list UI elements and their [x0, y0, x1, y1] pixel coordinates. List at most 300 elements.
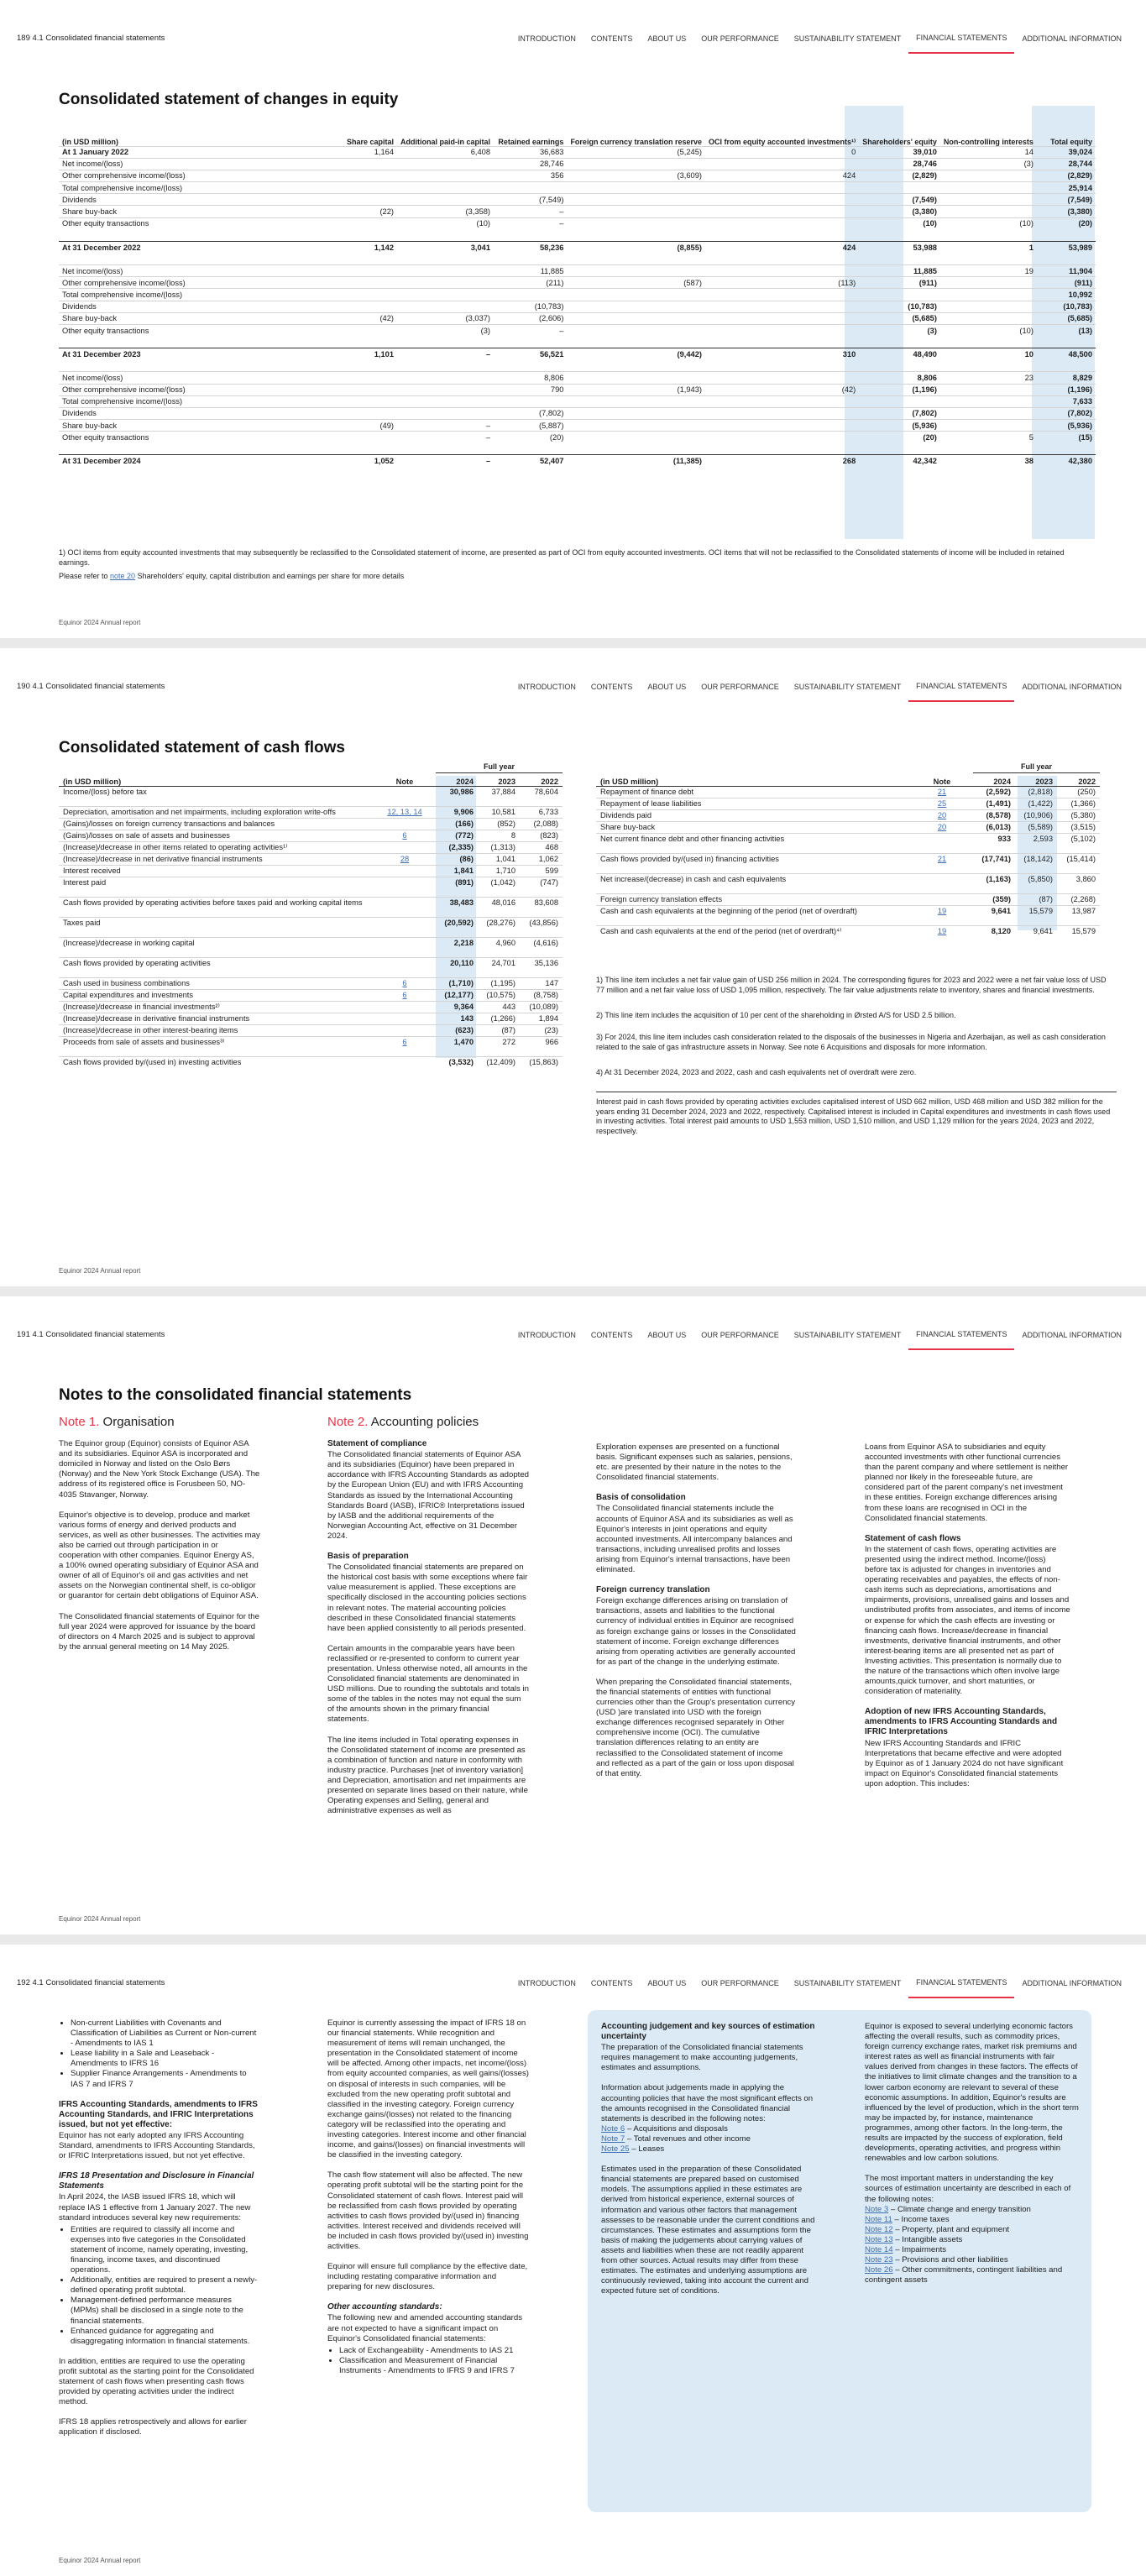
note-reference [601, 2124, 815, 2134]
paragraph: The cash flow statement will also be affected. The new operating profit subtotal will be the starting point for the Consolidated statement of cash flows. Interest paid will be reclassified from cash flows provided by operating activities to cash flows provided by/(used in) financing activities. Interest received and dividends received will be included in cash flows provided by/(used in) investing activities. [327, 2170, 529, 2251]
nav-financial-statements[interactable]: FINANCIAL STATEMENTS [908, 1320, 1014, 1350]
cell [397, 277, 494, 289]
row-label: Other comprehensive income/(loss) [59, 384, 323, 395]
cell: 15,579 [1057, 925, 1100, 937]
cell: 35,136 [520, 957, 563, 969]
table-row [59, 1056, 563, 1068]
spacer-cell [323, 337, 397, 348]
spacer-cell [59, 360, 323, 372]
row-label: Capital expenditures and investments [59, 989, 374, 1001]
note-link[interactable]: 19 [911, 905, 973, 917]
row-label: (Increase)/decrease in working capital [59, 937, 374, 949]
equity-table [59, 111, 1096, 467]
cell: 58,236 [494, 241, 567, 253]
spacer-cell [478, 908, 520, 917]
cell: (5,936) [1037, 420, 1096, 432]
note-cell [374, 877, 436, 888]
cell: (7,549) [859, 194, 940, 206]
table-row [59, 1036, 563, 1048]
row-label: Income/(loss) before tax [59, 786, 374, 798]
year-header: 2022 [1057, 772, 1100, 786]
nav-about-us[interactable]: ABOUT US [647, 1331, 687, 1339]
spacer-cell [911, 845, 973, 853]
spacer-cell [567, 443, 705, 455]
cell: 38 [940, 455, 1037, 467]
note-reference-text: – Climate change and energy transition [888, 2204, 1031, 2214]
list-item: • Supplier Finance Arrangements - Amendments to IAS 7 and IFRS 7 [71, 2069, 260, 2089]
note-cell [374, 818, 436, 830]
row-label: Other equity transactions [59, 432, 323, 443]
nav-about-us[interactable]: ABOUT US [647, 1979, 687, 1987]
nav-financial-statements[interactable]: FINANCIAL STATEMENTS [908, 1968, 1014, 1998]
cell: (823) [520, 830, 563, 841]
note-link[interactable]: 21 [911, 853, 973, 865]
cell: (1,195) [478, 977, 520, 989]
note-number: Note 1. [59, 1415, 100, 1429]
paragraph: In April 2024, the IASB issued IFRS 18, which will replace IAS 1 effective from 1 January 2027. The new standard introduces several key new requirements: [59, 2192, 251, 2223]
cell: (3,515) [1057, 821, 1100, 833]
cash-footnote-2: 2) This line item includes the acquisition of 10 per cent of the shareholding in Ørsted A/S for USD 2.5 billion. [596, 1011, 956, 1019]
row-label: (Increase)/decrease in net derivative financial instruments [59, 853, 374, 865]
cash-footnote-3: 3) For 2024, this line item includes cash consideration related to the disposals of the businesses in Nigeria and Azerbaijan, as well as cash consideration related to the sale of gas infrastructure assets in Norway. See note 6 Acquisitions and disposals for more information. [596, 1033, 1106, 1051]
cell: 28,746 [494, 158, 567, 170]
cell: (5,245) [567, 146, 705, 158]
cell: (7,549) [494, 194, 567, 206]
row-label: Cash flows provided by operating activities [59, 957, 374, 969]
footnote-text: Please refer to [59, 572, 111, 580]
row-label: Net income/(loss) [59, 158, 323, 170]
spacer-cell [374, 1048, 436, 1056]
note-link[interactable]: 6 [374, 830, 436, 841]
column-header: OCI from equity accounted investments¹⁾ [709, 137, 856, 146]
table-row [59, 265, 1096, 277]
spacer-cell [973, 917, 1015, 925]
row-label: At 31 December 2022 [59, 241, 323, 253]
nav-our-performance[interactable]: OUR PERFORMANCE [701, 683, 779, 691]
cell [705, 182, 859, 194]
note-reference [601, 2134, 815, 2144]
note-cell [374, 897, 436, 908]
list-item: • Classification and Measurement of Financial Instruments - Amendments to IFRS 9 and IFRS 7 [339, 2356, 529, 2376]
note-cell [374, 841, 436, 853]
cell: (17,741) [973, 853, 1015, 865]
spacer-cell [494, 229, 567, 241]
cell: (18,142) [1015, 853, 1057, 865]
cell [705, 265, 859, 277]
page-footer: Equinor 2024 Annual report [59, 1267, 141, 1275]
nav-about-us[interactable]: ABOUT US [647, 34, 687, 43]
cell: (10,783) [1037, 301, 1096, 312]
nav-financial-statements[interactable]: FINANCIAL STATEMENTS [908, 24, 1014, 54]
table-row [596, 925, 1100, 937]
cell: (86) [436, 853, 478, 865]
cell: 37,884 [478, 786, 520, 798]
cell: (3,532) [436, 1056, 478, 1068]
nav-introduction[interactable]: INTRODUCTION [517, 1331, 576, 1339]
cell: (87) [478, 1024, 520, 1036]
spacer-cell [1037, 229, 1096, 241]
table-row [59, 853, 563, 865]
cell: (7,549) [1037, 194, 1096, 206]
cell [323, 384, 397, 395]
table-row [59, 1001, 563, 1013]
section-heading: IFRS 18 Presentation and Disclosure in Financial Statements [59, 2171, 254, 2191]
note-link[interactable]: Note 23 [865, 2255, 893, 2265]
cell: (5,685) [1037, 312, 1096, 324]
spacer-cell [59, 888, 374, 897]
column-header: Shareholders' equity [862, 137, 937, 146]
spacer-cell [1057, 917, 1100, 925]
spacer-cell [323, 229, 397, 241]
cell [705, 194, 859, 206]
top-nav [510, 1320, 1129, 1350]
cell: (359) [973, 893, 1015, 905]
nav-additional-information[interactable]: ADDITIONAL INFORMATION [1022, 683, 1122, 691]
spacer-row [596, 845, 1100, 853]
cell [397, 301, 494, 312]
nav-contents[interactable]: CONTENTS [590, 1979, 633, 1987]
paragraph: Equinor has not early adopted any IFRS Accounting Standard, amendments to IFRS Accounting Standards, or IFRIC Interpretations issued, but not yet effective. [59, 2130, 255, 2161]
page-label: 189 4.1 Consolidated financial statements [17, 34, 165, 43]
cell: (2,818) [1015, 786, 1057, 798]
spacer-row [59, 908, 563, 917]
row-label: (Increase)/decrease in other interest-bearing items [59, 1024, 374, 1036]
spacer-cell [59, 929, 374, 937]
cell [397, 194, 494, 206]
spacer-cell [59, 761, 374, 772]
row-label: Other equity transactions [59, 217, 323, 229]
cell: (250) [1057, 786, 1100, 798]
row-label: Other comprehensive income/(loss) [59, 170, 323, 181]
row-label: Depreciation, amortisation and net impairments, including exploration write-offs [59, 806, 374, 818]
table-row [59, 324, 1096, 336]
cell: (891) [436, 877, 478, 888]
spacer-cell [859, 254, 940, 265]
nav-introduction[interactable]: INTRODUCTION [517, 34, 576, 43]
cell: 9,906 [436, 806, 478, 818]
table-row [59, 977, 563, 989]
table-row [59, 182, 1096, 194]
spacer-row [59, 969, 563, 977]
row-label: Other comprehensive income/(loss) [59, 277, 323, 289]
spacer-cell [520, 1048, 563, 1056]
note-link[interactable]: 6 [374, 977, 436, 989]
spacer-cell [374, 949, 436, 957]
cell [397, 372, 494, 384]
note-cell [374, 865, 436, 877]
cell: 7,633 [1037, 395, 1096, 407]
paragraph: Loans from Equinor ASA to subsidiaries and equity accounted investments with other functional currencies than the parent company and where settlement is neither planned nor likely in the foreseeable future, are considered part of the parent company's net investment in these entities. Foreign exchange differences arising from these loans are recognised in OCI in the Consolidated financial statements. [865, 1442, 1069, 1523]
cell: (42) [705, 384, 859, 395]
row-label: (Increase)/decrease in derivative financial instruments [59, 1013, 374, 1024]
row-label: Total comprehensive income/(loss) [59, 395, 323, 407]
cell: 0 [705, 146, 859, 158]
cell: 8,829 [1037, 372, 1096, 384]
note-reference-text: – Impairments [892, 2244, 947, 2254]
page-footer: Equinor 2024 Annual report [59, 1915, 141, 1923]
nav-additional-information[interactable]: ADDITIONAL INFORMATION [1022, 1331, 1122, 1339]
spacer-cell [596, 761, 911, 772]
cell [323, 432, 397, 443]
box-column-1 [601, 2022, 815, 2306]
note-link[interactable]: 25 [911, 798, 973, 809]
note-cell [374, 917, 436, 929]
note-link[interactable]: 20 [911, 821, 973, 833]
row-label: Cash flows provided by operating activities before taxes paid and working capital items [59, 897, 374, 908]
spacer-cell [478, 1048, 520, 1056]
cell: (2,606) [494, 312, 567, 324]
bullet-list [327, 2346, 529, 2376]
list-item: • Management-defined performance measures (MPMs) shall be disclosed in a single note to the financial statements. [71, 2296, 260, 2326]
cell [323, 407, 397, 419]
row-label: (Gains)/losses on sale of assets and businesses [59, 830, 374, 841]
note-link[interactable]: 21 [911, 786, 973, 798]
top-nav [510, 24, 1129, 54]
spacer-cell [494, 443, 567, 455]
nav-contents[interactable]: CONTENTS [590, 34, 633, 43]
spacer-cell [323, 254, 397, 265]
note-link[interactable]: 19 [911, 925, 973, 937]
paragraph: IFRS 18 applies retrospectively and allows for earlier application if disclosed. [59, 2417, 247, 2437]
cell: 1,101 [323, 348, 397, 360]
cell: (911) [1037, 277, 1096, 289]
column-header: Non-controlling interests [943, 137, 1033, 146]
section-heading: Statement of cash flows [865, 1533, 961, 1543]
cell: 424 [705, 170, 859, 181]
cell [567, 407, 705, 419]
spacer-cell [59, 1048, 374, 1056]
page-footer: Equinor 2024 Annual report [59, 2557, 141, 2564]
note-link[interactable]: 6 [374, 1036, 436, 1048]
note-20-link[interactable]: note 20 [110, 572, 136, 580]
cell [397, 289, 494, 301]
section-heading: Statement of compliance [327, 1439, 427, 1449]
nav-sustainability-statement[interactable]: SUSTAINABILITY STATEMENT [793, 1331, 902, 1339]
paragraph: Equinor is exposed to several underlying economic factors affecting the overall results, such as commodity prices, foreign currency exchange rates, market risk premiums and interest rates as well as financial instruments with fair values derived from changes in these factors. The effects of the initiatives to limit climate changes and the transition to a lower carbon economy are relevant to several of these economic assumptions. In addition, Equinor's results are influenced by the level of production, which in the short term may be impacted by, for instance, maintenance programmes, among other factors. In the long-term, the results are impacted by the success of exploration, field developments, operating activities, and progress within renewables and low carbon solutions. [865, 2022, 1079, 2164]
spacer-cell [567, 337, 705, 348]
spacer-row [59, 337, 1096, 348]
table-row [59, 786, 563, 798]
nav-financial-statements[interactable]: FINANCIAL STATEMENTS [908, 672, 1014, 702]
cash-footnote-1: 1) This line item includes a net fair value gain of USD 256 million in 2024. The corresponding figures for 2023 and 2022 were a net fair value loss of USD 77 million and a net fair value loss of USD 1,095 million, respectively. The fair value adjustments relate to inventory, shares and financial investments. [596, 976, 1107, 994]
cell: (23) [520, 1024, 563, 1036]
unit-header: (in USD million) [59, 772, 374, 786]
spacer-cell [374, 969, 436, 977]
note-reference-text: – Total revenues and other income [625, 2134, 751, 2144]
nav-contents[interactable]: CONTENTS [590, 683, 633, 691]
note-reference [865, 2235, 1079, 2245]
spacer-cell [478, 969, 520, 977]
cell [940, 384, 1037, 395]
nav-sustainability-statement[interactable]: SUSTAINABILITY STATEMENT [793, 683, 902, 691]
cell: 83,608 [520, 897, 563, 908]
cell: (5,685) [859, 312, 940, 324]
table-row [59, 806, 563, 818]
cell: 310 [705, 348, 859, 360]
cell [323, 289, 397, 301]
note-cell [374, 1013, 436, 1024]
section-heading: Adoption of new IFRS Accounting Standards, amendments to IFRS Accounting Standards and IFRIC Interpretations [865, 1707, 1058, 1737]
table-row [59, 301, 1096, 312]
spacer-cell [705, 254, 859, 265]
nav-sustainability-statement[interactable]: SUSTAINABILITY STATEMENT [793, 1979, 902, 1987]
paragraph: Equinor's objective is to develop, produce and market various forms of energy and derived products and services, as well as other businesses. The activities may also be carried out through participation in or cooperation with other companies. Equinor Energy AS, a 100% owned operating subsidiary of Equinor ASA and owner of all of Equinor's oil and gas activities and net assets on the Norwegian continental shelf, is co-obligor or guarantor for certain debt obligations of Equinor ASA. [59, 1510, 260, 1601]
cell: (5,380) [1057, 809, 1100, 821]
cell: 11,885 [859, 265, 940, 277]
table-row [596, 833, 1100, 845]
row-label: Repayment of finance debt [596, 786, 911, 798]
spacer-cell [859, 337, 940, 348]
table-row [59, 384, 1096, 395]
spacer-cell [494, 337, 567, 348]
spacer-cell [973, 865, 1015, 873]
equity-header-row [59, 111, 1096, 146]
table-row [59, 217, 1096, 229]
spacer-cell [59, 908, 374, 917]
paragraph: Information about judgements made in applying the accounting policies that have the most significant effects on the amounts recognised in the Consolidated financial statements is described in the following notes: [601, 2083, 814, 2123]
cell [567, 301, 705, 312]
cell: 38,483 [436, 897, 478, 908]
nav-our-performance[interactable]: OUR PERFORMANCE [701, 1331, 779, 1339]
note-link[interactable]: 12, 13, 14 [374, 806, 436, 818]
spacer-cell [705, 229, 859, 241]
cell: (10,783) [494, 301, 567, 312]
column-header-row [59, 772, 563, 786]
cell [323, 324, 397, 336]
note-link[interactable]: 28 [374, 853, 436, 865]
note-number: Note 2. [327, 1415, 369, 1429]
spacer-cell [911, 761, 973, 772]
cell [705, 312, 859, 324]
note-link[interactable]: Note 26 [865, 2265, 893, 2275]
cell: 1,052 [323, 455, 397, 467]
note-link[interactable]: Note 25 [601, 2144, 630, 2155]
spacer-row [596, 885, 1100, 893]
paragraph: In the statement of cash flows, operating activities are presented using the indirect method. Income/(loss) before tax is adjusted for changes in inventories and operating receivables and payables, the effects of non-cash items such as depreciations, amortisations and impairments, provisions, unrealised gains and losses and undistributed profits from associates, and items of income or expense for which the cash effects are investing or financing cash flows. Increase/decrease in financial investments, derivative financial instruments, and other interest-bearing items are all presented net as part of Investing activities. This presentation is normally due to the nature of the transactions which often involve large amounts,quick turnover, and short maturities, or consideration of materiality. [865, 1544, 1070, 1697]
table-row [59, 455, 1096, 467]
note-reference-text: – Leases [629, 2144, 665, 2155]
note-cell [374, 1001, 436, 1013]
spacer-cell [436, 888, 478, 897]
cell [567, 182, 705, 194]
page-footer: Equinor 2024 Annual report [59, 619, 141, 626]
section-heading: Basis of preparation [327, 1552, 409, 1562]
cell: (43,856) [520, 917, 563, 929]
nav-our-performance[interactable]: OUR PERFORMANCE [701, 1979, 779, 1987]
cell [705, 372, 859, 384]
cell [323, 182, 397, 194]
row-label: Dividends paid [596, 809, 911, 821]
table-row [59, 420, 1096, 432]
nav-sustainability-statement[interactable]: SUSTAINABILITY STATEMENT [793, 34, 902, 43]
page-label: 192 4.1 Consolidated financial statements [17, 1978, 165, 1987]
cell [567, 194, 705, 206]
cell: (166) [436, 818, 478, 830]
column-header-row [596, 772, 1100, 786]
bullet-list [59, 2225, 260, 2347]
note-title: Organisation [99, 1415, 175, 1429]
spacer-cell [973, 845, 1015, 853]
spacer-cell [1037, 360, 1096, 372]
cell: (3) [859, 324, 940, 336]
note-link[interactable]: Note 11 [865, 2214, 892, 2224]
spacer-row [59, 229, 1096, 241]
spacer-row [59, 888, 563, 897]
cell [567, 217, 705, 229]
cell: (3) [397, 324, 494, 336]
spacer-cell [940, 229, 1037, 241]
cell: (7,802) [859, 407, 940, 419]
row-label: Cash flows provided by/(used in) financing activities [596, 853, 911, 865]
row-label: Cash flows provided by/(used in) investing activities [59, 1056, 374, 1068]
cell: (15,414) [1057, 853, 1100, 865]
note-link[interactable]: Note 13 [865, 2234, 893, 2244]
spacer-cell [911, 865, 973, 873]
nav-contents[interactable]: CONTENTS [590, 1331, 633, 1339]
cell: (2,335) [436, 841, 478, 853]
cell: 10,992 [1037, 289, 1096, 301]
nav-additional-information[interactable]: ADDITIONAL INFORMATION [1022, 34, 1122, 43]
table-row [596, 853, 1100, 865]
top-nav [510, 1968, 1129, 1998]
cell: (6,013) [973, 821, 1015, 833]
nav-introduction[interactable]: INTRODUCTION [517, 683, 576, 691]
cell: 28,746 [859, 158, 940, 170]
cell: (7,802) [494, 407, 567, 419]
cell: (211) [494, 277, 567, 289]
spacer-cell [397, 360, 494, 372]
cell [567, 372, 705, 384]
cell: 10,581 [478, 806, 520, 818]
spacer-cell [705, 360, 859, 372]
note-reference [865, 2255, 1079, 2265]
list-item: • Entities are required to classify all income and expenses into five categories in the Consolidated statement of income, namely operating, investing, financing, income taxes, and discontinued operations. [71, 2225, 260, 2275]
note-link[interactable]: Note 14 [865, 2244, 893, 2254]
cell: 48,500 [1037, 348, 1096, 360]
nav-about-us[interactable]: ABOUT US [647, 683, 687, 691]
table-row [59, 957, 563, 969]
note-link[interactable]: 6 [374, 989, 436, 1001]
note-link[interactable]: Note 12 [865, 2224, 893, 2234]
table-row [59, 818, 563, 830]
page-191 [0, 1296, 1146, 1935]
spacer-cell [1015, 917, 1057, 925]
nav-our-performance[interactable]: OUR PERFORMANCE [701, 34, 779, 43]
cell: 9,364 [436, 1001, 478, 1013]
spacer-cell [478, 888, 520, 897]
note-link[interactable]: 20 [911, 809, 973, 821]
note-reference-text: – Income taxes [892, 2214, 950, 2224]
note-link[interactable]: Note 6 [601, 2123, 625, 2134]
cell: (20,592) [436, 917, 478, 929]
spacer-cell [520, 969, 563, 977]
cell: (13) [1037, 324, 1096, 336]
spacer-cell [567, 360, 705, 372]
cell: (5,589) [1015, 821, 1057, 833]
cell [940, 194, 1037, 206]
cell: (10) [940, 217, 1037, 229]
cell [859, 182, 940, 194]
cell [567, 206, 705, 217]
nav-additional-information[interactable]: ADDITIONAL INFORMATION [1022, 1979, 1122, 1987]
nav-introduction[interactable]: INTRODUCTION [517, 1979, 576, 1987]
cell: (2,829) [859, 170, 940, 181]
table-row [59, 312, 1096, 324]
note-link[interactable]: Note 3 [865, 2204, 889, 2214]
table-row [596, 905, 1100, 917]
row-label: (Increase)/decrease in financial investments²⁾ [59, 1001, 374, 1013]
note-link[interactable]: Note 7 [601, 2134, 625, 2144]
